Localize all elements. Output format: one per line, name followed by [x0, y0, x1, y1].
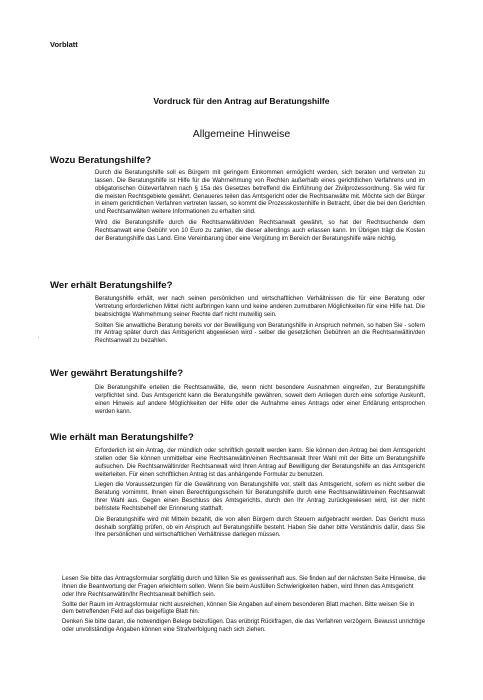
- section-body-wer-gewaehrt: [95, 385, 425, 419]
- footer-paragraph: Lesen Sie bitte das Antragsformular sorgfältig durch und füllen Sie es gewissenhaft aus. Sie finden auf der nächsten Seite Hinweise, die Ihnen die Beantwortung der Fragen erleichtern sollen. Wenn Sie beim Ausfüllen Schwierigkeiten haben, wird Ihnen das Amtsgericht oder Ihre Rechtsanwältin/Ihr Rechtsanwalt behilflich sein.: [62, 576, 426, 598]
- paragraph: Wird die Beratungshilfe durch die Rechtsanwältin/den Rechtsanwalt gewährt, so hat der Rechtsuchende dem Rechtsanwalt eine Gebühr von 10 Euro zu zahlen, die dieser allerdings auch erlassen kann. Im Übrigen trägt die Kosten der Beratungshilfe das Land. Eine Vereinbarung über eine Vergütung im Bereich der Beratungshilfe wäre nichtig.: [95, 220, 425, 242]
- document-title: Vordruck für den Antrag auf Beratungshilfe: [153, 96, 330, 106]
- footer-paragraph: Sollte der Raum im Antragsformular nicht ausreichen, können Sie Angaben auf einem besonderen Blatt machen. Bitte weisen Sie in dem betreffenden Feld auf das beigefügte Blatt hin.: [62, 601, 415, 616]
- section-body-wozu: [95, 170, 425, 247]
- section-heading-wie-erhaelt: Wie erhält man Beratungshilfe?: [50, 432, 194, 443]
- paragraph: Durch die Beratungshilfe soll es Bürgern mit geringem Einkommen ermöglicht werden, sich beraten und vertreten zu lassen. Die Beratungshilfe ist Hilfe für die Wahrnehmung von Rechten außerhalb eines gerichtlichen Verfahrens und im obligatorischen Güteverfahren nach § 15a des Gesetzes betreffend die Einführung der Zivilprozessordnung. Sie wird für die meisten Rechtsgebiete gewährt. Genaueres teilen das Amtsgericht oder die Rechtsanwälte mit. Möchte sich der Bürger in einem gerichtlichen Verfahren vertreten lassen, so kommt die Prozesskostenhilfe in Betracht, über die bei den Gerichten und Rechtsanwälten weitere Informationen zu erhalten sind.: [95, 170, 425, 216]
- section-heading-wer-gewaehrt: Wer gewährt Beratungshilfe?: [50, 368, 184, 379]
- paragraph: Die Beratungshilfe wird mit Mitteln bezahlt, die von allen Bürgern durch Steuern aufgebracht werden. Das Gericht muss deshalb sorgfältig prüfen, ob ein Anspruch auf Beratungshilfe besteht. Haben Sie daher bitte Verständnis dafür, dass Sie Ihre persönlichen und wirtschaftlichen Verhältnisse darlegen müssen.: [95, 516, 425, 539]
- margin-dot: [38, 337, 39, 338]
- paragraph: Sollten Sie anwaltliche Beratung bereits vor der Bewilligung von Beratungshilfe in Anspruch nehmen, so haben Sie - sofern Ihr Antrag später durch das Amtsgericht abgewiesen wird - selber die gesetzlichen Gebühren an die Rechtsanwältin/den Rechtsanwalt zu bezahlen.: [95, 322, 425, 345]
- paragraph: Die Beratungshilfe erteilen die Rechtsanwälte, die, wenn nicht besondere Ausnahmen eingreifen, zur Beratungshilfe verpflichtet sind. Das Amtsgericht kann die Beratungshilfe gewähren, soweit dem Anliegen durch eine sofortige Auskunft, einen Hinweis auf andere Möglichkeiten der Hilfe oder die Aufnahme eines Antrags oder einer Erklärung entsprochen werden kann.: [95, 385, 425, 415]
- document-subtitle: Allgemeine Hinweise: [192, 128, 291, 140]
- paragraph: Beratungshilfe erhält, wer nach seinen persönlichen und wirtschaftlichen Verhältnissen die für eine Beratung oder Vertretung erforderlichen Mittel nicht aufbringen kann und keine anderen zumutbaren Möglichkeiten für eine Hilfe hat. Die beabsichtigte Wahrnehmung seiner Rechte darf nicht mutwillig sein.: [95, 296, 425, 318]
- paragraph: Liegen die Voraussetzungen für die Gewährung von Beratungshilfe vor, stellt das Amtsgericht, sofern es nicht selber die Beratung vornimmt, Ihnen einen Berechtigungsschein für Beratungshilfe durch eine Rechtsanwältin/einen Rechtsanwalt Ihrer Wahl aus. Gegen einen Beschluss des Amtsgerichts, durch den Ihr Antrag zurückgewiesen wird, ist der nicht befristete Rechtsbehelf der Erinnerung statthaft.: [95, 482, 425, 512]
- section-body-wie-erhaelt: [95, 448, 425, 543]
- footer-instructions: [62, 576, 427, 637]
- section-heading-wozu: Wozu Beratungshilfe?: [50, 155, 152, 166]
- footer-paragraph: Denken Sie bitte daran, die notwendigen Belege beizufügen. Das erübrigt Rückfragen, die das Verfahren verzögern. Bewusst unrichtige oder unvollständige Angaben können eine Strafverfolgung nach sich ziehen.: [62, 619, 426, 634]
- section-body-wer-erhaelt: [95, 296, 425, 349]
- paragraph: Erforderlich ist ein Antrag, der mündlich oder schriftlich gestellt werden kann. Sie können den Antrag bei dem Amtsgericht stellen oder Sie können unmittelbar eine Rechtsanwältin/einen Rechtsanwalt Ihrer Wahl mit der Bitte um Beratungshilfe aufsuchen. Die Rechtsanwältin/der Rechtsanwalt wird Ihren Antrag auf Bewilligung der Beratungshilfe an das Amtsgericht weiterleiten. Für einen schriftlichen Antrag ist das anhängende Formular zu benutzen.: [95, 448, 425, 478]
- vorblatt-label: Vorblatt: [50, 40, 78, 49]
- section-heading-wer-erhaelt: Wer erhält Beratungshilfe?: [50, 280, 173, 291]
